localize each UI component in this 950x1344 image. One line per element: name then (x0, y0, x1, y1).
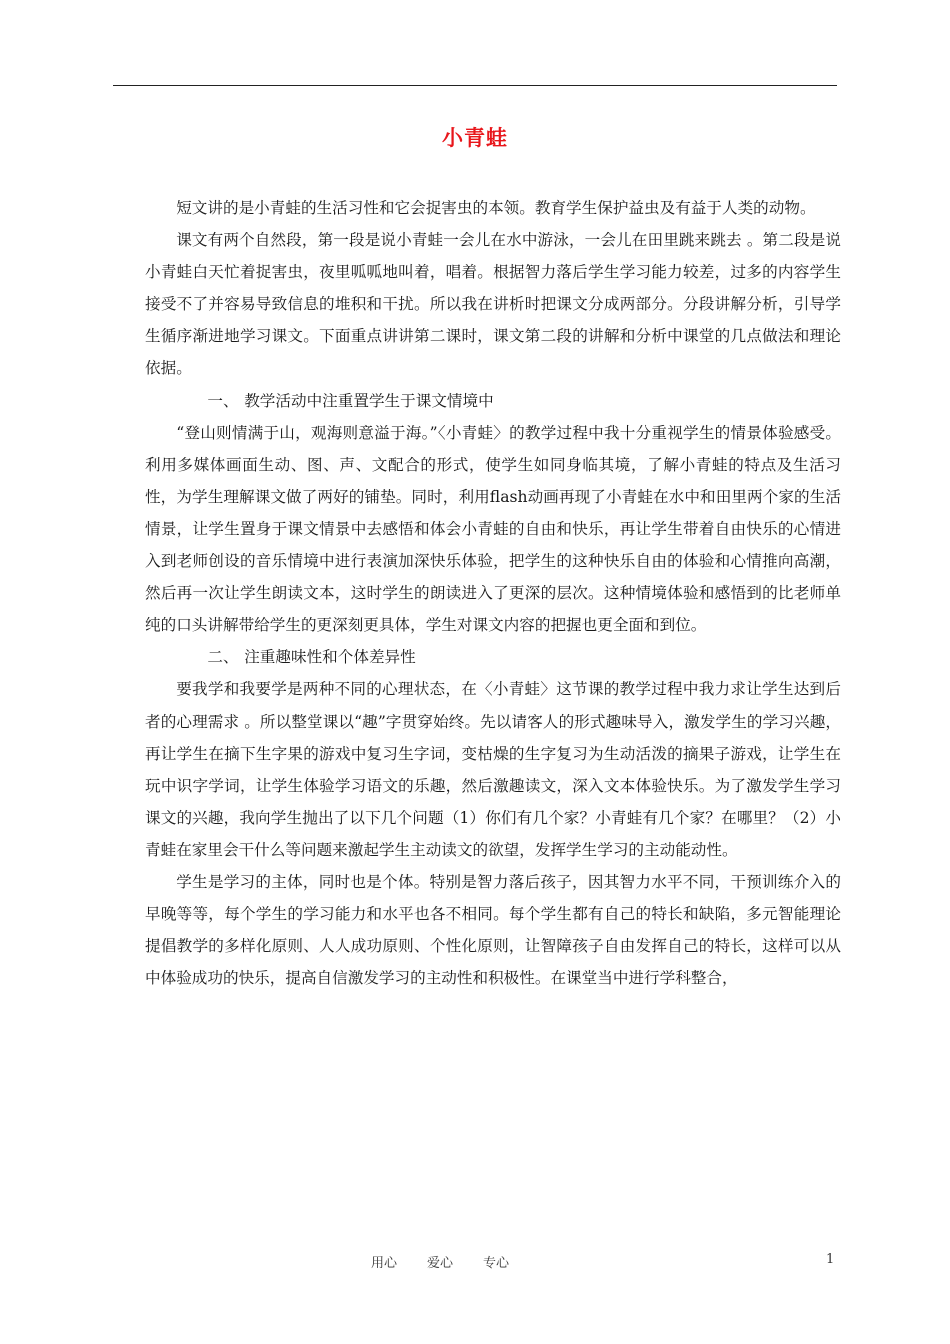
section-number-2: 二、 (207, 648, 239, 667)
section-heading-2 (145, 641, 841, 673)
footer-item-2: 爱心 (427, 1256, 454, 1271)
header-rule (113, 85, 837, 86)
paragraph-situation: “登山则情满于山，观海则意溢于海。”〈小青蛙〉的教学过程中我十分重视学生的情景体验感受。利用多媒体画面生动、图、声、文配合的形式，使学生如同身临其境，了解小青蛙的特点及生活习性，为学生理解课文做了两好的铺垫。同时，利用flash动画再现了小青蛙在水中和田里两个家的生活情景，让学生置身于课文情景中去感悟和体会小青蛙的自由和快乐，再让学生带着自由快乐的心情进入到老师创设的音乐情境中进行表演加深快乐体验，把学生的这种快乐自由的体验和心情推向高潮，然后再一次让学生朗读文本，这时学生的朗读进入了更深的层次。这种情境体验和感悟到的比老师单纯的口头讲解带给学生的更深刻更具体，学生对课文内容的把握也更全面和到位。 (145, 423, 841, 635)
section-heading-1 (145, 385, 841, 417)
document-title: 小青蛙 (442, 125, 508, 150)
paragraph-individual: 学生是学习的主体，同时也是个体。特别是智力落后孩子，因其智力水平不同，干预训练介入的早晚等等，每个学生的学习能力和水平也各不相同。每个学生都有自己的特长和缺陷，多元智能理论提倡教学的多样化原则、人人成功原则、个性化原则，让智障孩子自由发挥自己的特长，这样可以从中体验成功的快乐，提高自信激发学习的主动性和积极性。在课堂当中进行学科整合， (145, 872, 841, 988)
section-title-1: 教学活动中注重置学生于课文情境中 (244, 391, 494, 410)
page-number: 1 (826, 1252, 835, 1267)
paragraph-intro: 短文讲的是小青蛙的生活习性和它会捉害虫的本领。教育学生保护益虫及有益于人类的动物。 (176, 199, 816, 217)
footer-item-3: 专心 (483, 1256, 510, 1271)
section-number-1: 一、 (207, 391, 239, 410)
document-body (145, 192, 841, 994)
section-title-2: 注重趣味性和个体差异性 (244, 648, 416, 667)
footer-item-1: 用心 (371, 1256, 398, 1271)
paragraph-interest: 要我学和我要学是两种不同的心理状态，在〈小青蛙〉这节课的教学过程中我力求让学生达到后者的心理需求 。所以整堂课以“趣”字贯穿始终。先以请客人的形式趣味导入，激发学生的学习兴趣，再让学生在摘下生字果的游戏中复习生字词，变枯燥的生字复习为生动活泼的摘果子游戏，让学生在玩中识字学词，让学生体验学习语文的乐趣，然后激趣读文，深入文本体验快乐。为了激发学生学习课文的兴趣，我向学生抛出了以下几个问题（1）你们有几个家？小青蛙有几个家？在哪里？（2）小青蛙在家里会干什么等问题来激起学生主动读文的欲望，发挥学生学习的主动能动性。 (145, 680, 841, 859)
paragraph-structure: 课文有两个自然段，第一段是说小青蛙一会儿在水中游泳，一会儿在田里跳来跳去 。第二段是说小青蛙白天忙着捉害虫，夜里呱呱地叫着，唱着。根据智力落后学生学习能力较差，过多的内容学生接受不了并容易导致信息的堆积和干扰。所以我在讲析时把课文分成两部分。分段讲解分析，引导学生循序渐进地学习课文。下面重点讲讲第二课时，课文第二段的讲解和分析中课堂的几点做法和理论依据。 (145, 231, 841, 378)
footer-motto (371, 1252, 539, 1271)
